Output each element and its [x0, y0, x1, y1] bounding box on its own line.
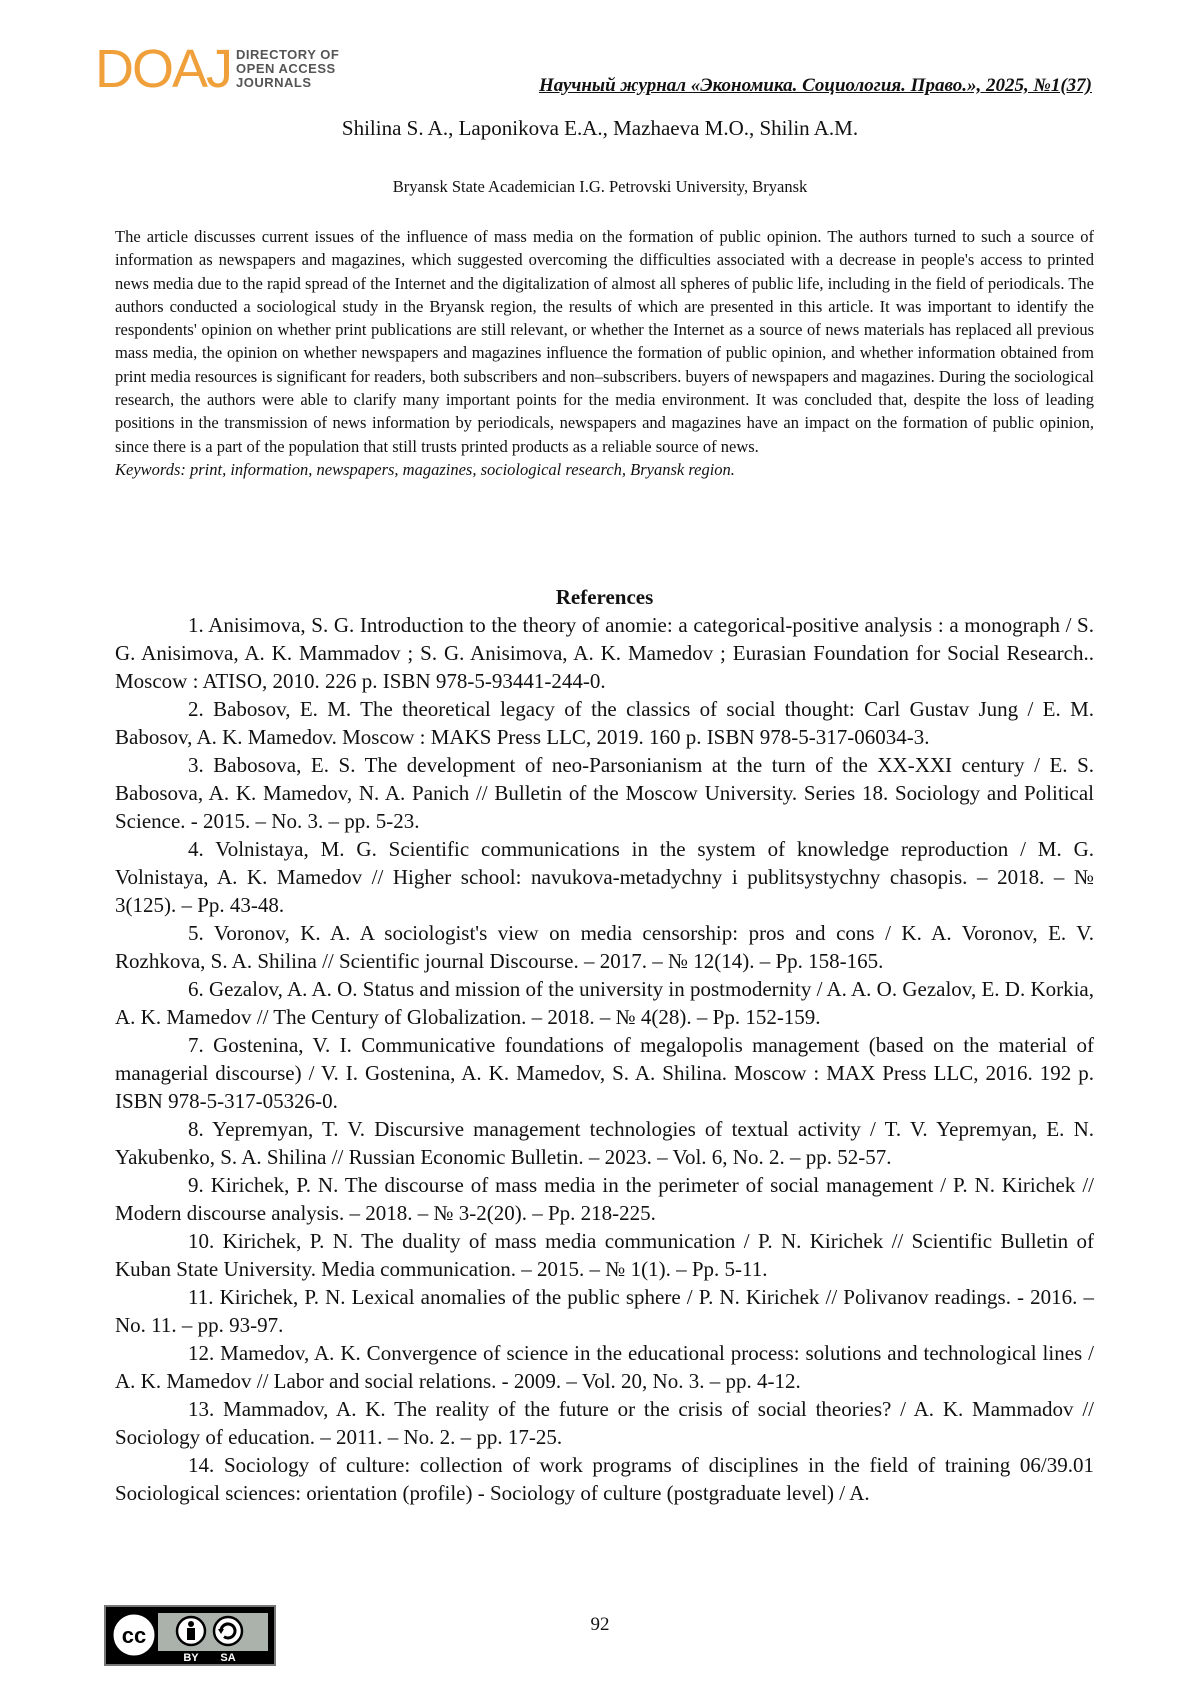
reference-item: 3. Babosova, E. S. The development of neo-Parsonianism at the turn of the XX-XXI century / E. S. Babosova, A. K. Mamedov, N. A. Panich // Bulletin of the Moscow University. Series 18. Sociology and Political Science. - 2015. – No. 3. – pp. 5-23.: [115, 753, 1094, 833]
references-title: References: [555, 585, 654, 609]
doaj-logo: [95, 39, 340, 99]
reference-item: 8. Yepremyan, T. V. Discursive management technologies of textual activity / T. V. Yepremyan, E. N. Yakubenko, S. A. Shilina // Russian Economic Bulletin. – 2023. – Vol. 6, No. 2. – pp. 52-57.: [115, 1117, 1094, 1169]
references-section: [115, 583, 1094, 1507]
doaj-logo-line: DIRECTORY OF: [236, 47, 340, 62]
reference-item: 4. Volnistaya, M. G. Scientific communications in the system of knowledge reproduction / M. G. Volnistaya, A. K. Mamedov // Higher school: navukova-metadychny i publitsystychny chasopis. – 2018. – № 3(125). – Pp. 43-48.: [115, 837, 1094, 917]
reference-item: 13. Mammadov, A. K. The reality of the future or the crisis of social theories? / A. K. Mammadov // Sociology of education. – 2011. – No. 2. – pp. 17-25.: [115, 1397, 1094, 1449]
reference-item: 14. Sociology of culture: collection of work programs of disciplines in the field of training 06/39.01 Sociological sciences: orientation (profile) - Sociology of culture (postgraduate level) / A.: [115, 1453, 1094, 1505]
keywords: Keywords: print, information, newspapers, magazines, sociological research, Bryansk region.: [115, 459, 735, 479]
reference-item: 11. Kirichek, P. N. Lexical anomalies of the public sphere / P. N. Kirichek // Polivanov readings. - 2016. – No. 11. – pp. 93-97.: [115, 1285, 1094, 1337]
reference-item: 2. Babosov, E. M. The theoretical legacy of the classics of social thought: Carl Gustav Jung / E. M. Babosov, A. K. Mamedov. Moscow : MAKS Press LLC, 2019. 160 p. ISBN 978-5-317-06034-3.: [115, 697, 1094, 749]
doaj-logo-line: OPEN ACCESS: [236, 61, 336, 76]
reference-item: 12. Mamedov, A. K. Convergence of science in the educational process: solutions and technological lines / A. K. Mamedov // Labor and social relations. - 2009. – Vol. 20, No. 3. – pp. 4-12.: [115, 1341, 1094, 1393]
article-affiliation: Bryansk State Academician I.G. Petrovski University, Bryansk: [392, 177, 808, 196]
doaj-logo-line: JOURNALS: [236, 75, 312, 90]
reference-item: 10. Kirichek, P. N. The duality of mass media communication / P. N. Kirichek // Scientific Bulletin of Kuban State University. Media communication. – 2015. – № 1(1). – Pp. 5-11.: [115, 1229, 1094, 1281]
abstract-text: The article discusses current issues of the influence of mass media on the formation of public opinion. The authors turned to such a source of information as newspapers and magazines, which suggested overcoming the difficulties associated with a decrease in people's access to printed news media due to the rapid spread of the Internet and the digitalization of almost all spheres of public life, including in the field of periodicals. The authors conducted a sociological study in the Bryansk region, the results of which are presented in this article. It was important to identify the respondents' opinion on whether print publications are still relevant, or whether the Internet as a source of news materials has replaced all previous mass media, the opinion on whether newspapers and magazines influence the formation of public opinion, and whether information obtained from print media resources is significant for readers, both subscribers and non–subscribers. buyers of newspapers and magazines. During the sociological research, the authors were able to clarify many important points for the media environment. It was concluded that, despite the loss of leading positions in the transmission of news information by periodicals, newspapers and magazines have an impact on the formation of public opinion, since there is a part of the population that still trusts printed products as a reliable source of news.: [115, 227, 1094, 456]
by-text: BY: [183, 1652, 199, 1664]
article-abstract: [115, 225, 1094, 481]
reference-item: 6. Gezalov, A. A. O. Status and mission of the university in postmodernity / A. A. O. Gezalov, E. D. Korkia, A. K. Mamedov // The Century of Globalization. – 2018. – № 4(28). – Pp. 152-159.: [115, 977, 1095, 1029]
journal-header: Научный журнал «Экономика. Социология. Право.», 2025, №1(37): [538, 75, 1092, 96]
doaj-logo-text: [236, 48, 339, 90]
cc-text: cc: [121, 1623, 147, 1648]
reference-item: 5. Voronov, K. A. A sociologist's view on media censorship: pros and cons / K. A. Voronov, E. V. Rozhkova, S. A. Shilina // Scientific journal Discourse. – 2017. – № 12(14). – Pp. 158-165.: [115, 921, 1094, 973]
reference-item: 1. Anisimova, S. G. Introduction to the theory of anomie: a categorical-positive analysis : a monograph / S. G. Anisimova, A. K. Mammadov ; S. G. Anisimova, A. K. Mamedov ; Eurasian Foundation for Social Research.. Moscow : ATISO, 2010. 226 p. ISBN 978-5-93441-244-0.: [115, 613, 1094, 693]
reference-item: 7. Gostenina, V. I. Communicative foundations of megalopolis management (based on the material of managerial discourse) / V. I. Gostenina, A. K. Mamedov, S. A. Shilina. Moscow : MAX Press LLC, 2016. 192 p. ISBN 978-5-317-05326-0.: [115, 1033, 1094, 1113]
references-list: [115, 611, 1094, 1507]
page-number: 92: [590, 1614, 610, 1635]
article-authors: Shilina S. A., Laponikova E.A., Mazhaeva M.O., Shilin A.M.: [341, 116, 859, 140]
reference-item: 9. Kirichek, P. N. The discourse of mass media in the perimeter of social management / P. N. Kirichek // Modern discourse analysis. – 2018. – № 3-2(20). – Pp. 218-225.: [115, 1173, 1094, 1225]
doaj-logo-mark: DOAJ: [95, 39, 232, 99]
sa-text: SA: [220, 1652, 236, 1664]
